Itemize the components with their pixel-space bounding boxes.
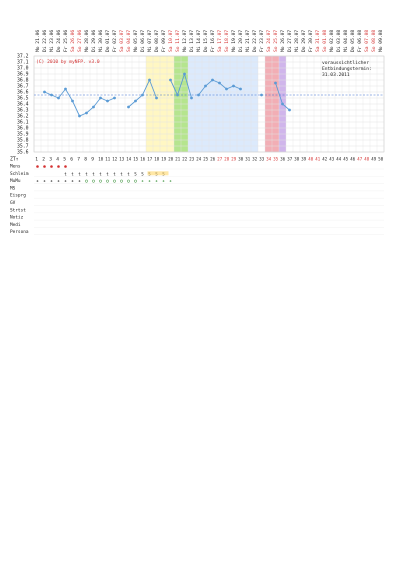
c1-y-tick-label: 37.1 xyxy=(17,60,29,66)
c1-date-label: Mo 02.08 xyxy=(330,29,336,52)
c1-data-point xyxy=(85,112,88,115)
c1-mens-mark xyxy=(43,165,46,168)
c1-mucus-mark: S xyxy=(134,171,137,177)
c1-cycle-day-number: 11 xyxy=(105,156,111,162)
c1-cervix-mark xyxy=(44,181,45,182)
c1-date-label: Di 06.07 xyxy=(141,29,147,52)
c1-data-point xyxy=(281,103,284,106)
c1-cycle-day-number: 5 xyxy=(63,157,67,163)
c1-cycle-day-number: 46 xyxy=(350,156,356,162)
c1-cycle-day-number: 15 xyxy=(133,156,139,162)
c1-cycle-day-number: 14 xyxy=(126,156,132,162)
c1-data-point xyxy=(225,88,228,91)
c1-watermark-text: (C) 2010 by myNFP. v3.0 xyxy=(36,60,100,65)
c1-cervix-mark xyxy=(142,181,143,182)
c1-date-label: Di 13.07 xyxy=(190,29,196,52)
c1-row-label: MuMu xyxy=(10,179,21,185)
c1-cervix-mark xyxy=(37,181,38,182)
c1-date-label: Mo 05.07 xyxy=(134,29,140,52)
c1-mucus-mark: t xyxy=(92,171,95,177)
c1-date-label: Do 15.07 xyxy=(204,29,210,52)
c1-mens-mark xyxy=(50,165,53,168)
c1-data-point xyxy=(204,85,207,88)
c1-y-tick-label: 37.0 xyxy=(17,66,29,72)
c1-data-point xyxy=(218,82,221,85)
c1-cycle-day-number: 8 xyxy=(84,157,88,163)
c1-date-label: Mo 12.07 xyxy=(183,29,189,52)
c1-data-point xyxy=(211,79,214,82)
c1-cycle-day-number: 19 xyxy=(161,156,167,162)
c1-cycle-day-number: 41 xyxy=(315,156,321,162)
c1-mucus-mark: t xyxy=(78,171,81,177)
c1-date-label: Fr 02.07 xyxy=(113,29,119,52)
c1-y-tick-label: 36.4 xyxy=(17,102,29,108)
c1-cycle-day-number: 21 xyxy=(175,156,181,162)
c1-data-point xyxy=(274,82,277,85)
c1-date-label: So 08.08 xyxy=(372,29,378,52)
c1-date-label: Sa 03.07 xyxy=(120,29,126,52)
c1-date-label: Di 29.06 xyxy=(92,29,98,52)
c1-date-label: Di 27.07 xyxy=(288,29,294,52)
c1-cycle-day-number: 50 xyxy=(378,156,384,162)
c1-row-label: Persona xyxy=(10,230,29,236)
c1-cervix-mark xyxy=(134,180,136,182)
c1-cervix-mark xyxy=(85,180,87,182)
c1-date-label: Mi 14.07 xyxy=(197,29,203,52)
c1-cycle-day-number: 13 xyxy=(119,156,125,162)
c1-cycle-day-number: 49 xyxy=(371,156,377,162)
c1-date-label: Do 05.08 xyxy=(351,29,357,52)
c1-cycle-day-number: 44 xyxy=(336,156,342,162)
c1-mucus-mark: t xyxy=(99,171,102,177)
c1-cervix-mark xyxy=(170,181,171,182)
c1-data-point xyxy=(260,94,263,97)
c1-cervix-mark xyxy=(65,181,66,182)
c1-date-label: Sa 07.08 xyxy=(365,29,371,52)
c1-data-point xyxy=(239,88,242,91)
c1-date-label: Mo 26.07 xyxy=(281,29,287,52)
c1-data-point xyxy=(127,106,130,109)
c1-cycle-day-number: 36 xyxy=(280,156,286,162)
c1-note-text: 31.03.2011 xyxy=(322,73,350,78)
c1-date-label: Fr 23.07 xyxy=(260,29,266,52)
c1-cycle-day-number: 4 xyxy=(56,157,60,163)
c1-cervix-mark xyxy=(120,180,122,182)
c1-date-label: Mi 07.07 xyxy=(148,29,154,52)
c1-cycle-day-number: 35 xyxy=(273,156,279,162)
c1-note-text: voraussichtlicher xyxy=(322,61,370,66)
c1-data-point xyxy=(155,97,158,100)
c1-mucus-peak xyxy=(148,171,169,175)
c1-cervix-mark xyxy=(113,180,115,182)
c1-cycle-day-number: 48 xyxy=(364,156,370,162)
c1-cycle-day-number: 23 xyxy=(189,156,195,162)
c1-data-point xyxy=(169,79,172,82)
c1-note-text: Entbindungstermin: xyxy=(322,67,372,72)
c1-date-label: Di 03.08 xyxy=(337,29,343,52)
c1-y-tick-label: 36.0 xyxy=(17,126,29,132)
c1-date-label: Do 22.07 xyxy=(253,29,259,52)
c1-date-label: Fr 16.07 xyxy=(211,29,217,52)
c1-cycle-day-number: 32 xyxy=(252,156,258,162)
c1-data-point xyxy=(148,79,151,82)
c1-data-point xyxy=(197,94,200,97)
c1-date-label: So 04.07 xyxy=(127,29,133,52)
c1-date-label: So 25.07 xyxy=(274,29,280,52)
c1-cycle-day-number: 30 xyxy=(238,156,244,162)
c1-cycle-day-number: 29 xyxy=(231,156,237,162)
c1-mens-mark xyxy=(64,165,67,168)
c1-cycle-day-number: 25 xyxy=(203,156,209,162)
c1-row-label: Strtst xyxy=(10,208,26,214)
c1-y-tick-label: 36.7 xyxy=(17,84,29,90)
c1-date-label: So 01.08 xyxy=(323,29,329,52)
c1-y-tick-label: 35.6 xyxy=(17,150,29,156)
c1-cycle-day-number: 16 xyxy=(140,156,146,162)
c1-y-tick-label: 36.5 xyxy=(17,96,29,102)
c1-date-label: Fr 06.08 xyxy=(358,29,364,52)
c1-data-point xyxy=(134,100,137,103)
c1-date-label: Fr 25.06 xyxy=(64,29,70,52)
c1-data-point xyxy=(232,85,235,88)
c1-row-label: Eisprg xyxy=(10,193,26,199)
c1-cycle-day-number: 37 xyxy=(287,156,293,162)
c1-mucus-mark: t xyxy=(71,171,74,177)
c1-data-point xyxy=(57,97,60,100)
c1-cycle-day-number: 12 xyxy=(112,156,118,162)
c1-date-label: Sa 17.07 xyxy=(218,29,224,52)
c1-date-label: Sa 26.06 xyxy=(71,29,77,52)
c1-date-label: Mi 28.07 xyxy=(295,29,301,52)
c1-date-label: Fr 30.07 xyxy=(309,29,315,52)
c1-row-label: Mens xyxy=(10,164,21,170)
c1-y-tick-label: 36.3 xyxy=(17,108,29,114)
c1-date-label: Di 22.06 xyxy=(43,29,49,52)
c1-date-label: Mo 28.06 xyxy=(85,29,91,52)
c1-cervix-mark xyxy=(92,180,94,182)
c1-cycle-day-number: 26 xyxy=(210,156,216,162)
c1-data-point xyxy=(78,115,81,118)
c1-mucus-mark: t xyxy=(127,171,130,177)
c1-data-point xyxy=(176,94,179,97)
c1-cycle-day-number: 40 xyxy=(308,156,314,162)
c1-cervix-mark xyxy=(127,180,129,182)
c1-date-label: Mi 04.08 xyxy=(344,29,350,52)
c1-cervix-mark xyxy=(163,181,164,182)
c1-date-label: Mi 23.06 xyxy=(50,29,56,52)
c1-cycle-day-number: 18 xyxy=(154,156,160,162)
c1-cervix-mark xyxy=(149,181,150,182)
c1-data-point xyxy=(190,97,193,100)
c1-mens-mark xyxy=(36,165,39,168)
c1-data-point xyxy=(288,109,291,112)
c1-y-tick-label: 36.1 xyxy=(17,120,29,126)
c1-mucus-mark: t xyxy=(64,171,67,177)
c1-date-label: Do 29.07 xyxy=(302,29,308,52)
c1-mens-mark xyxy=(57,165,60,168)
c1-date-label: Do 24.06 xyxy=(57,29,63,52)
c1-cycle-day-number: 47 xyxy=(357,156,363,162)
c1-y-tick-label: 36.6 xyxy=(17,90,29,96)
c1-y-tick-label: 36.2 xyxy=(17,114,29,120)
c1-cycle-day-number: 7 xyxy=(77,157,81,163)
c1-data-point xyxy=(43,91,46,94)
c1-cervix-mark xyxy=(72,181,73,182)
c1-cycle-day-number: 24 xyxy=(196,156,202,162)
c1-cycle-day-number: 22 xyxy=(182,156,188,162)
c1-cycle-day-number: 2 xyxy=(42,157,46,163)
c1-date-label: So 18.07 xyxy=(225,29,231,52)
c1-y-tick-label: 35.9 xyxy=(17,132,29,138)
c1-row-label: MS xyxy=(10,186,16,192)
c1-date-label: Fr 09.07 xyxy=(162,29,168,52)
c1-mucus-mark: t xyxy=(120,171,123,177)
c1-cycle-day-number: 1 xyxy=(35,157,39,163)
c1-cycle-day-number: 28 xyxy=(224,156,230,162)
c1-cycle-day-number: 38 xyxy=(294,156,300,162)
c1-cycle-day-number: 3 xyxy=(49,157,53,163)
c1-row-label: Notiz xyxy=(10,215,24,221)
c1-data-point xyxy=(92,106,95,109)
c1-y-tick-label: 35.7 xyxy=(17,144,29,150)
c1-cycle-day-number: 17 xyxy=(147,156,153,162)
c1-data-point xyxy=(183,73,186,76)
c1-cervix-mark xyxy=(51,181,52,182)
c1-cervix-mark xyxy=(58,181,59,182)
c1-cycle-day-number: 27 xyxy=(217,156,223,162)
c1-cervix-mark xyxy=(79,181,80,182)
c1-date-label: Do 01.07 xyxy=(106,29,112,52)
c1-y-tick-label: 36.9 xyxy=(17,72,29,78)
c1-y-tick-label: 36.8 xyxy=(17,78,29,84)
c1-date-label: So 11.07 xyxy=(176,29,182,52)
c1-date-label: Sa 31.07 xyxy=(316,29,322,52)
c1-data-point xyxy=(106,100,109,103)
c1-mucus-mark: t xyxy=(106,171,109,177)
c1-date-label: Sa 24.07 xyxy=(267,29,273,52)
c1-date-label: Mo 21.06 xyxy=(36,29,42,52)
c1-row-label: Medi xyxy=(10,222,21,228)
c1-date-label: Mi 30.06 xyxy=(99,29,105,52)
c1-date-label: So 27.06 xyxy=(78,29,84,52)
c1-cycle-day-number: 9 xyxy=(91,157,95,163)
c1-date-label: Mi 21.07 xyxy=(246,29,252,52)
c1-cycle-day-number: 39 xyxy=(301,156,307,162)
c1-y-tick-label: 37.2 xyxy=(17,54,29,60)
c1-row-label: GV xyxy=(10,201,16,206)
c1-date-label: Sa 10.07 xyxy=(169,29,175,52)
c1-cycle-day-number: 10 xyxy=(98,156,104,162)
c1-cycle-day-number: 45 xyxy=(343,156,349,162)
c1-row-label: Schleim xyxy=(10,171,29,177)
c1-cycle-day-number: 34 xyxy=(266,156,272,162)
c1-cervix-mark xyxy=(106,180,108,182)
c1-y-tick-label: 35.8 xyxy=(17,138,29,144)
c1-data-point xyxy=(64,88,67,91)
c1-date-label: Mo 19.07 xyxy=(232,29,238,52)
c1-date-label: Di 20.07 xyxy=(239,29,245,52)
c1-date-label: Do 08.07 xyxy=(155,29,161,52)
c1-cycle-day-number: 42 xyxy=(322,156,328,162)
c1-cervix-mark xyxy=(99,180,101,182)
c1-cycle-day-number: 33 xyxy=(259,156,265,162)
c1-mucus-mark: t xyxy=(85,171,88,177)
c1-cervix-mark xyxy=(156,181,157,182)
c1-cycle-day-number: 6 xyxy=(70,157,74,163)
c1-date-label: Mo 09.08 xyxy=(379,29,385,52)
c1-zt-row-label: ZT↑ xyxy=(10,157,19,163)
c1-mucus-mark: S xyxy=(141,171,144,177)
c1-mucus-mark: t xyxy=(113,171,116,177)
c1-data-point xyxy=(50,94,53,97)
c1-data-point xyxy=(141,94,144,97)
c1-data-point xyxy=(99,97,102,100)
c1-cycle-day-number: 43 xyxy=(329,156,335,162)
c1-cycle-day-number: 31 xyxy=(245,156,251,162)
c1-cycle-day-number: 20 xyxy=(168,156,174,162)
c1-data-point xyxy=(71,100,74,103)
c1-data-point xyxy=(113,97,116,100)
